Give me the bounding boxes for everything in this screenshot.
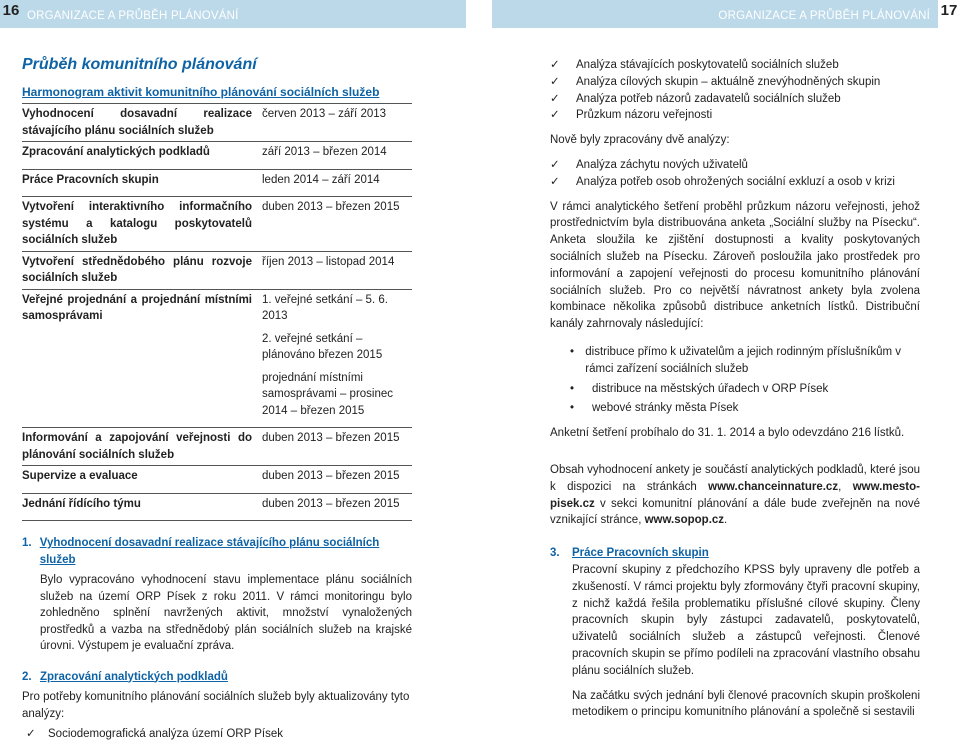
page-number-right: 17	[940, 2, 958, 19]
table-row	[22, 289, 412, 428]
section-3-text: Pracovní skupiny z předchozího KPSS byly upraveny dle potřeb a zkušeností. V rámci projektu byly zformovány čtyři pracovní skupiny, z nichž každá řešila problematiku příslušné cílové skupiny. Členy pracovních skupin byly zástupci zadavatelů, poskytovatelů, uživatelů sociálních služeb a zástupců veřejnosti. Členové pracovních skupin se přímo podíleli na zpracování vlastního obsahu plánu sociálních služeb.	[572, 563, 920, 677]
list-item	[550, 91, 920, 108]
section-number: 2.	[22, 670, 32, 683]
list-item	[550, 157, 920, 174]
list-item-text: distribuce na městských úřadech v ORP Písek	[592, 382, 829, 395]
section-title: Zpracování analytických podkladů	[40, 670, 228, 683]
checkmark-icon: ✓	[26, 728, 36, 740]
checkmark-icon: ✓	[550, 92, 560, 105]
running-head-right: ORGANIZACE A PRŮBĚH PLÁNOVÁNÍ	[718, 10, 930, 22]
page-number-left: 16	[2, 2, 20, 19]
list-item-text: Analýza potřeb názorů zadavatelů sociálních služeb	[576, 92, 841, 105]
checkmark-icon: ✓	[550, 59, 560, 71]
activity-cell: Jednání řídícího týmu	[22, 497, 141, 510]
list-item	[570, 344, 920, 378]
list-item	[550, 107, 920, 124]
period-text: září 2013 – březen 2014	[262, 146, 387, 158]
checkmark-icon: ✓	[550, 75, 560, 88]
list-item-text: Analýza stávajících poskytovatelů sociálních služeb	[576, 59, 839, 71]
period-cell	[260, 290, 412, 428]
list-item	[550, 57, 920, 74]
section-1	[22, 535, 412, 655]
spacer	[550, 149, 920, 157]
period-text: říjen 2013 – listopad 2014	[262, 255, 395, 268]
section-3	[550, 545, 920, 721]
section-1-heading	[22, 535, 412, 568]
link-mesto-pisek[interactable]: www.mesto-pisek.cz	[550, 480, 920, 510]
spacer	[550, 442, 920, 462]
table-row	[22, 427, 412, 465]
list-item-text: distribuce přímo k uživatelům a jejich rodinným příslušníkům v rámci zařízení sociálních služeb	[585, 345, 902, 375]
list-item	[550, 174, 920, 191]
period-cell	[260, 466, 412, 493]
checkmark-icon: ✓	[550, 109, 560, 122]
separator-text: .	[724, 514, 728, 527]
checkmark-icon: ✓	[550, 158, 560, 171]
bullet-icon: •	[570, 345, 575, 358]
running-head-left: ORGANIZACE A PRŮBĚH PLÁNOVÁNÍ	[27, 10, 239, 22]
period-cell	[260, 104, 412, 141]
list-item-text: Analýza záchytu nových uživatelů	[576, 158, 748, 171]
activity-cell: Vytvoření střednědobého plánu rozvoje sociálních služeb	[22, 255, 252, 284]
survey-paragraph: V rámci analytického šetření proběhl průzkum názoru veřejnosti, jehož prostřednictvím byla distribuována anketa „Sociální služby na Písecku“. Anketa sloužila ke zjištění dostupnosti a kvality poskytovaných sociálních služeb na Písecku. Zároveň posloužila jako prostředek pro informování a zapojení veřejnosti do procesu komunitního plánování sociálních služeb. Pro co největší návratnost ankety byla zvolena kombinace několika způsobů distribuce anketních lístků. Distribuční kanály zahrnovaly následující:	[550, 200, 920, 331]
page-title: Průběh komunitního plánování	[22, 56, 257, 73]
spacer	[550, 333, 920, 341]
section-3-text-2: Na začátku svých jednání byli členové pracovních skupin proškoleni metodikem o principu komunitního plánování a společně si sestavili	[572, 689, 920, 719]
section-1-text: Bylo vypracováno vyhodnocení stavu implementace plánu sociálních služeb na území ORP Písek z roku 2011. V rámci monitoringu bylo zohledněno splnění navržených aktivit, množství vynaložených prostředků a vazba na střednědobý plán sociálních služeb na krajské úrovni. Výstupem je evaluační zpráva.	[40, 574, 412, 652]
results-text: v sekci komunitní plánování a dále bude zveřejněn na nové vznikající stránce,	[550, 497, 920, 527]
period-text: duben 2013 – březen 2015	[262, 432, 400, 444]
list-item	[570, 381, 920, 398]
separator-text: ,	[838, 480, 853, 493]
table-row	[22, 141, 412, 169]
table-row	[22, 169, 412, 197]
section-title: Práce Pracovních skupin	[572, 547, 709, 560]
list-item-text: Analýza potřeb osob ohrožených sociální exkluzí a osob v krizi	[576, 175, 895, 188]
list-item	[550, 74, 920, 91]
list-item	[570, 400, 920, 417]
list-item-text: Analýza cílových skupin – aktuálně znevýhodněných skupin	[576, 75, 881, 88]
table-row	[22, 196, 412, 251]
bullet-icon: •	[570, 382, 575, 395]
period-text: 1. veřejné setkání – 5. 6. 2013	[262, 293, 388, 322]
activity-cell: Vyhodnocení dosavadní realizace stávajícího plánu sociálních služeb	[22, 108, 252, 137]
right-column	[550, 57, 920, 721]
activity-cell: Veřejné projednání a projednání místními samosprávami	[22, 293, 252, 322]
list-item-text: Průzkum názoru veřejnosti	[576, 109, 713, 122]
harmonogram-table	[22, 103, 412, 521]
period-text: červen 2013 – září 2013	[262, 108, 387, 120]
section-number: 3.	[550, 547, 560, 560]
section-2-heading	[22, 669, 412, 686]
period-cell	[260, 142, 412, 169]
section-number: 1.	[22, 537, 32, 549]
table-row	[22, 103, 412, 141]
period-text: duben 2013 – březen 2015	[262, 470, 400, 482]
activity-cell: Supervize a evaluace	[22, 470, 138, 482]
section-2-text: Pro potřeby komunitního plánování sociálních služeb byly aktualizovány tyto analýzy:	[22, 691, 410, 720]
period-cell	[260, 494, 412, 521]
table-row	[22, 251, 412, 289]
period-cell	[260, 428, 412, 465]
period-text: 2. veřejné setkání – plánováno březen 2015	[262, 332, 383, 361]
new-analyses-text: Nově byly zpracovány dvě analýzy:	[550, 134, 730, 147]
period-cell	[260, 252, 412, 289]
activity-cell: Zpracování analytických podkladů	[22, 146, 210, 158]
period-text: duben 2013 – březen 2015	[262, 201, 400, 213]
table-row	[22, 493, 412, 522]
link-sopop[interactable]: www.sopop.cz	[644, 514, 725, 527]
list-item-text: Sociodemografická analýza území ORP Písek	[48, 728, 284, 740]
table-row	[22, 465, 412, 493]
period-text: leden 2014 – září 2014	[262, 173, 380, 186]
period-cell	[260, 197, 412, 251]
list-item	[22, 726, 412, 743]
harmonogram-title: Harmonogram aktivit komunitního plánování sociálních služeb	[22, 85, 380, 99]
results-paragraph	[550, 462, 920, 529]
bullet-icon: •	[570, 402, 575, 415]
activity-cell: Vytvoření interaktivního informačního systému a katalogu poskytovatelů sociálních služeb	[22, 201, 252, 246]
period-text: duben 2013 – březen 2015	[262, 497, 400, 510]
section-2	[22, 669, 412, 743]
activity-cell: Informování a zapojování veřejnosti do plánování sociálních služeb	[22, 432, 252, 461]
activity-cell: Práce Pracovních skupin	[22, 173, 159, 186]
section-3-heading	[550, 545, 920, 562]
period-cell	[260, 170, 412, 197]
period-text: projednání místními samosprávami – prosinec 2014 – březen 2015	[262, 371, 394, 417]
results-text: Obsah vyhodnocení ankety je součástí analytických podkladů, které jsou k dispozici na stránkách	[550, 463, 920, 493]
survey-result-text: Anketní šetření probíhalo do 31. 1. 2014 a bylo odevzdáno 216 lístků.	[550, 427, 905, 440]
checkmark-icon: ✓	[550, 175, 560, 188]
section-title: Vyhodnocení dosavadní realizace stávajícího plánu sociálních služeb	[39, 537, 380, 566]
link-chanceinnature[interactable]: www.chanceinnature.cz	[708, 480, 839, 493]
left-column	[22, 55, 412, 747]
list-item-text: webové stránky města Písek	[592, 402, 739, 415]
